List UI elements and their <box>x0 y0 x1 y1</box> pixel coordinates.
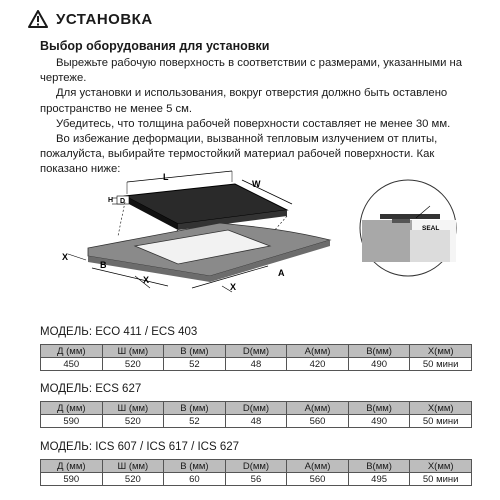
header-cell: А(мм) <box>287 460 349 473</box>
table-cell: 60 <box>164 473 226 486</box>
table-cell: 495 <box>348 473 410 486</box>
label-X-mid: X <box>143 275 150 285</box>
header-cell: Х(мм) <box>410 402 472 415</box>
label-B: B <box>100 260 107 270</box>
table-cell: 56 <box>225 473 287 486</box>
label-W: W <box>252 179 261 189</box>
table-cell: 450 <box>41 358 103 371</box>
table-cell: 590 <box>41 415 103 428</box>
section-title: УСТАНОВКА <box>56 10 153 28</box>
header-cell: D(мм) <box>225 345 287 358</box>
table-header-row <box>41 345 472 358</box>
table-cell: 490 <box>348 358 410 371</box>
paragraph-3: Убедитесь, что толщина рабочей поверхности составляет не менее 30 мм. <box>56 117 451 130</box>
label-L: L <box>163 172 169 182</box>
label-X-left: X <box>62 252 69 262</box>
header-cell: D(мм) <box>225 402 287 415</box>
header-cell: В(мм) <box>348 402 410 415</box>
table-cell: 52 <box>164 415 226 428</box>
header-cell: D(мм) <box>225 460 287 473</box>
table-cell: 520 <box>102 358 164 371</box>
header-cell: Х(мм) <box>410 460 472 473</box>
spec-table-2 <box>40 401 472 428</box>
header-cell: В(мм) <box>348 460 410 473</box>
instructions <box>40 56 472 178</box>
header-cell: Д (мм) <box>41 460 103 473</box>
header-cell: Д (мм) <box>41 402 103 415</box>
table-cell: 50 мини <box>410 415 472 428</box>
table-cell: 48 <box>225 415 287 428</box>
header-cell: В(мм) <box>348 345 410 358</box>
table-cell: 590 <box>41 473 103 486</box>
section-header <box>28 10 153 28</box>
header-cell: Д (мм) <box>41 345 103 358</box>
model-title-3: МОДЕЛЬ: ICS 607 / ICS 617 / ICS 627 <box>40 441 240 453</box>
table-cell: 48 <box>225 358 287 371</box>
seal-detail <box>360 180 456 276</box>
paragraph-4: Во избежание деформации, вызванной тепловым излучением от плиты, пожалуйста, выбирайте термостойкий материал рабочей поверхности. Как показано ниже: <box>40 133 438 176</box>
header-cell: Х(мм) <box>410 345 472 358</box>
subtitle: Выбор оборудования для установки <box>40 39 270 53</box>
header-cell: В (мм) <box>164 402 226 415</box>
model-title-2: МОДЕЛЬ: ECS 627 <box>40 383 142 395</box>
table-cell: 520 <box>102 473 164 486</box>
table-cell: 50 мини <box>410 358 472 371</box>
header-cell: Ш (мм) <box>102 460 164 473</box>
spec-table-1 <box>40 344 472 371</box>
label-A: A <box>278 268 285 278</box>
table-row <box>41 415 472 428</box>
table-cell: 520 <box>102 415 164 428</box>
header-cell: В (мм) <box>164 345 226 358</box>
table-header-row <box>41 460 472 473</box>
table-cell: 52 <box>164 358 226 371</box>
table-cell: 50 мини <box>410 473 472 486</box>
header-cell: А(мм) <box>287 402 349 415</box>
paragraph-2: Для установки и использования, вокруг отверстия должно быть оставлено пространство не менее 5 см. <box>40 87 448 115</box>
header-cell: В (мм) <box>164 460 226 473</box>
label-X-bottom: X <box>230 282 237 292</box>
header-cell: Ш (мм) <box>102 345 164 358</box>
label-D: D <box>120 198 126 205</box>
label-H: H <box>108 197 114 204</box>
table-cell: 560 <box>287 415 349 428</box>
warning-triangle-icon <box>28 10 48 28</box>
header-cell: Ш (мм) <box>102 402 164 415</box>
table-cell: 490 <box>348 415 410 428</box>
paragraph-1: Вырежьте рабочую поверхность в соответствии с размерами, указанными на чертеже. <box>40 57 463 85</box>
seal-label: SEAL <box>422 225 440 232</box>
table-row <box>41 358 472 371</box>
table-cell: 560 <box>287 473 349 486</box>
spec-table-3 <box>40 459 472 486</box>
table-header-row <box>41 402 472 415</box>
installation-diagram <box>0 168 500 318</box>
table-cell: 420 <box>287 358 349 371</box>
model-title-1: МОДЕЛЬ: ECO 411 / ECS 403 <box>40 326 198 338</box>
header-cell: А(мм) <box>287 345 349 358</box>
table-row <box>41 473 472 486</box>
worktop-drawing <box>68 223 330 292</box>
